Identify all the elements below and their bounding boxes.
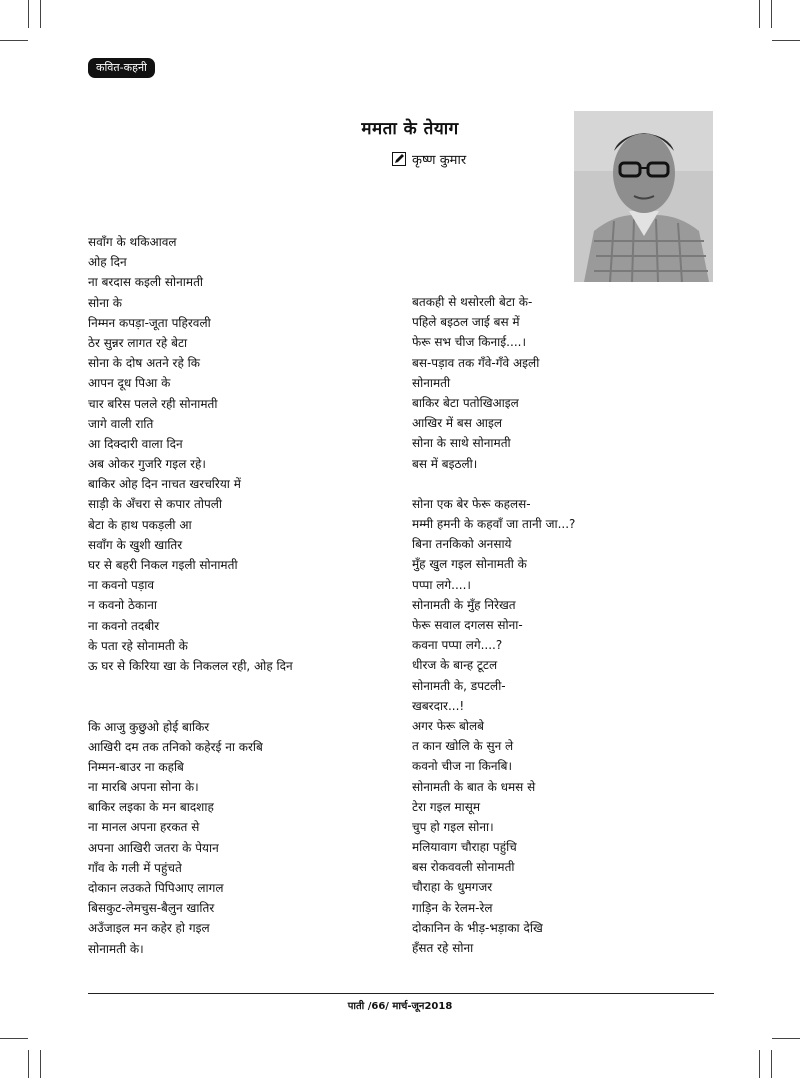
poem-line: बस में बइठली। bbox=[412, 456, 478, 471]
poem-line: सोनामती के बात के धमस से bbox=[412, 779, 536, 794]
poem-line: फेरू सवाल दगलस सोना- bbox=[412, 618, 523, 632]
poem-line: ओह दिन bbox=[88, 255, 127, 270]
pen-icon bbox=[392, 152, 406, 166]
poem-line: चौराहा के धुमगजर bbox=[412, 880, 493, 895]
poem-line: सोना के bbox=[88, 295, 123, 310]
poem-line: ठेर सुन्नर लागत रहे बेटा bbox=[88, 335, 188, 350]
crop-mark bbox=[759, 0, 760, 28]
footer-divider bbox=[88, 993, 714, 994]
crop-mark bbox=[0, 1038, 28, 1039]
poem-line: सोना के साथे सोनामती bbox=[412, 436, 511, 451]
poem-line: न कवनो ठेकाना bbox=[88, 598, 158, 613]
poem-line: जागे वाली राति bbox=[88, 416, 154, 431]
poem-line: दोकान लउकते पिपिआए लागल bbox=[88, 881, 224, 895]
crop-mark bbox=[759, 1050, 760, 1078]
poem-line: ना मारबि अपना सोना के। bbox=[88, 780, 199, 795]
poem-line: गाँव के गली में पहुंचते bbox=[88, 860, 182, 875]
poem-line: सोनामती के मुँह निरेखत bbox=[412, 597, 516, 612]
crop-mark bbox=[771, 1050, 772, 1078]
poem-line: बस रोकववली सोनामती bbox=[412, 860, 515, 875]
poem-line: मुँह खुल गइल सोनामती के bbox=[412, 557, 527, 572]
poem-line: सवाँग के खुशी खातिर bbox=[88, 537, 183, 552]
poem-line: अब ओकर गुजरि गइल रहे। bbox=[88, 457, 206, 472]
poem-line: कवना पप्पा लगे....? bbox=[412, 638, 503, 653]
poem-line: कवनो चीज ना किनबि। bbox=[412, 759, 512, 774]
poem-title: ममता के तेयाग bbox=[361, 119, 459, 139]
poem-line: चार बरिस पलले रही सोनामती bbox=[88, 396, 218, 411]
poem-line: ना बरदास कइली सोनामती bbox=[88, 275, 204, 290]
poem-line: सोनामती के, डपटली- bbox=[412, 678, 506, 693]
poem-line: सोना एक बेर फेरू कहलस- bbox=[412, 496, 531, 511]
poem-line: चुप हो गइल सोना। bbox=[412, 819, 494, 834]
author-name: कृष्ण कुमार bbox=[412, 153, 467, 168]
section-badge: कवित-कहनी bbox=[88, 58, 155, 78]
poem-line: निम्मन कपड़ा-जूता पहिरवली bbox=[88, 315, 211, 330]
poem-line: त कान खोलि के सुन ले bbox=[412, 739, 514, 754]
poem-line: बतकही से थसोरली बेटा के- bbox=[412, 295, 533, 309]
poem-line bbox=[88, 696, 293, 716]
poem-line: बाकिर ओह दिन नाचत खरचरिया में bbox=[88, 477, 241, 492]
poem-line: हँसत रहे सोना bbox=[412, 941, 474, 955]
poem-line: ऊ घर से किरिया खा के निकलल रही, ओह दिन bbox=[88, 658, 293, 673]
poem-line: अउँजाइल मन कहेर हो गइल bbox=[88, 921, 210, 936]
poem-line: अगर फेरू बोलबे bbox=[412, 718, 484, 733]
poem-line: सोनामती के। bbox=[88, 941, 144, 956]
poem-left-column bbox=[88, 232, 293, 959]
poem-line: बेटा के हाथ पकड़ली आ bbox=[88, 517, 192, 532]
author-photo bbox=[574, 111, 713, 282]
poem-line: ना मानल अपना हरकत से bbox=[88, 820, 200, 835]
poem-line: खबरदार...! bbox=[412, 698, 465, 713]
poem-line: साड़ी के अँचरा से कपार तोपली bbox=[88, 497, 223, 512]
poem-line bbox=[88, 676, 293, 696]
crop-mark bbox=[772, 40, 800, 41]
poem-line: पहिले बइठल जाई बस में bbox=[412, 315, 520, 330]
poem-line: कि आजु कुछुओ होई बाकिर bbox=[88, 719, 210, 734]
poem-line: निम्मन-बाउर ना कहबि bbox=[88, 759, 184, 774]
poem-line: आखिर में बस आइल bbox=[412, 416, 502, 431]
crop-mark bbox=[772, 1038, 800, 1039]
poem-line: घर से बहरी निकल गइली सोनामती bbox=[88, 558, 238, 572]
crop-mark bbox=[28, 0, 29, 28]
crop-mark bbox=[771, 0, 772, 28]
poem-line: सोनामती bbox=[412, 375, 451, 390]
crop-mark bbox=[40, 0, 41, 28]
crop-mark bbox=[28, 1050, 29, 1078]
poem-line: ना कवनो तदबीर bbox=[88, 618, 160, 633]
poem-line: पप्पा लगे....। bbox=[412, 577, 471, 592]
poem-line: आ दिक्दारी वाला दिन bbox=[88, 436, 183, 451]
poem-line: धीरज के बान्ह टूटल bbox=[412, 658, 498, 673]
poem-line: गाड़िन के रेलम-रेल bbox=[412, 900, 493, 915]
poem-right-column bbox=[412, 292, 575, 958]
poem-line: बाकिर बेटा पतोखिआइल bbox=[412, 395, 519, 410]
poem-line: बिना तनकिको अनसाये bbox=[412, 537, 512, 552]
poem-line: टेरा गइल मासूम bbox=[412, 799, 481, 814]
poem-line: सोना के दोष अतने रहे कि bbox=[88, 356, 200, 371]
poem-line: आपन दूध पिआ के bbox=[88, 376, 171, 391]
poem-line: आखिरी दम तक तनिको कहेरई ना करबि bbox=[88, 739, 263, 754]
crop-mark bbox=[40, 1050, 41, 1078]
poem-line: के पता रहे सोनामती के bbox=[88, 638, 188, 653]
poem-line: बस-पड़ाव तक गँवे-गँवे अइली bbox=[412, 355, 540, 370]
poem-line: मलियावाग चौराहा पहुंचि bbox=[412, 840, 517, 855]
page-footer: पाती /66/ मार्च-जून2018 bbox=[347, 1001, 453, 1012]
poem-line: मम्मी हमनी के कहवाँ जा तानी जा...? bbox=[412, 517, 576, 532]
crop-mark bbox=[0, 40, 28, 41]
poem-line: बाकिर लइका के मन बादशाह bbox=[88, 800, 214, 815]
poem-line: सवाँग के थकिआवल bbox=[88, 235, 177, 249]
poem-line: बिसकुट-लेमचुस-बैलुन खातिर bbox=[88, 901, 215, 916]
author-byline bbox=[392, 150, 466, 168]
poem-line: ना कवनो पड़ाव bbox=[88, 578, 155, 593]
poem-line bbox=[412, 474, 575, 494]
poem-line: फेरू सभ चीज किनाई....। bbox=[412, 335, 526, 350]
poem-line: अपना आखिरी जतरा के पेयान bbox=[88, 840, 219, 855]
poem-line: दोकानिन के भीड़-भड़ाका देखि bbox=[412, 920, 543, 935]
